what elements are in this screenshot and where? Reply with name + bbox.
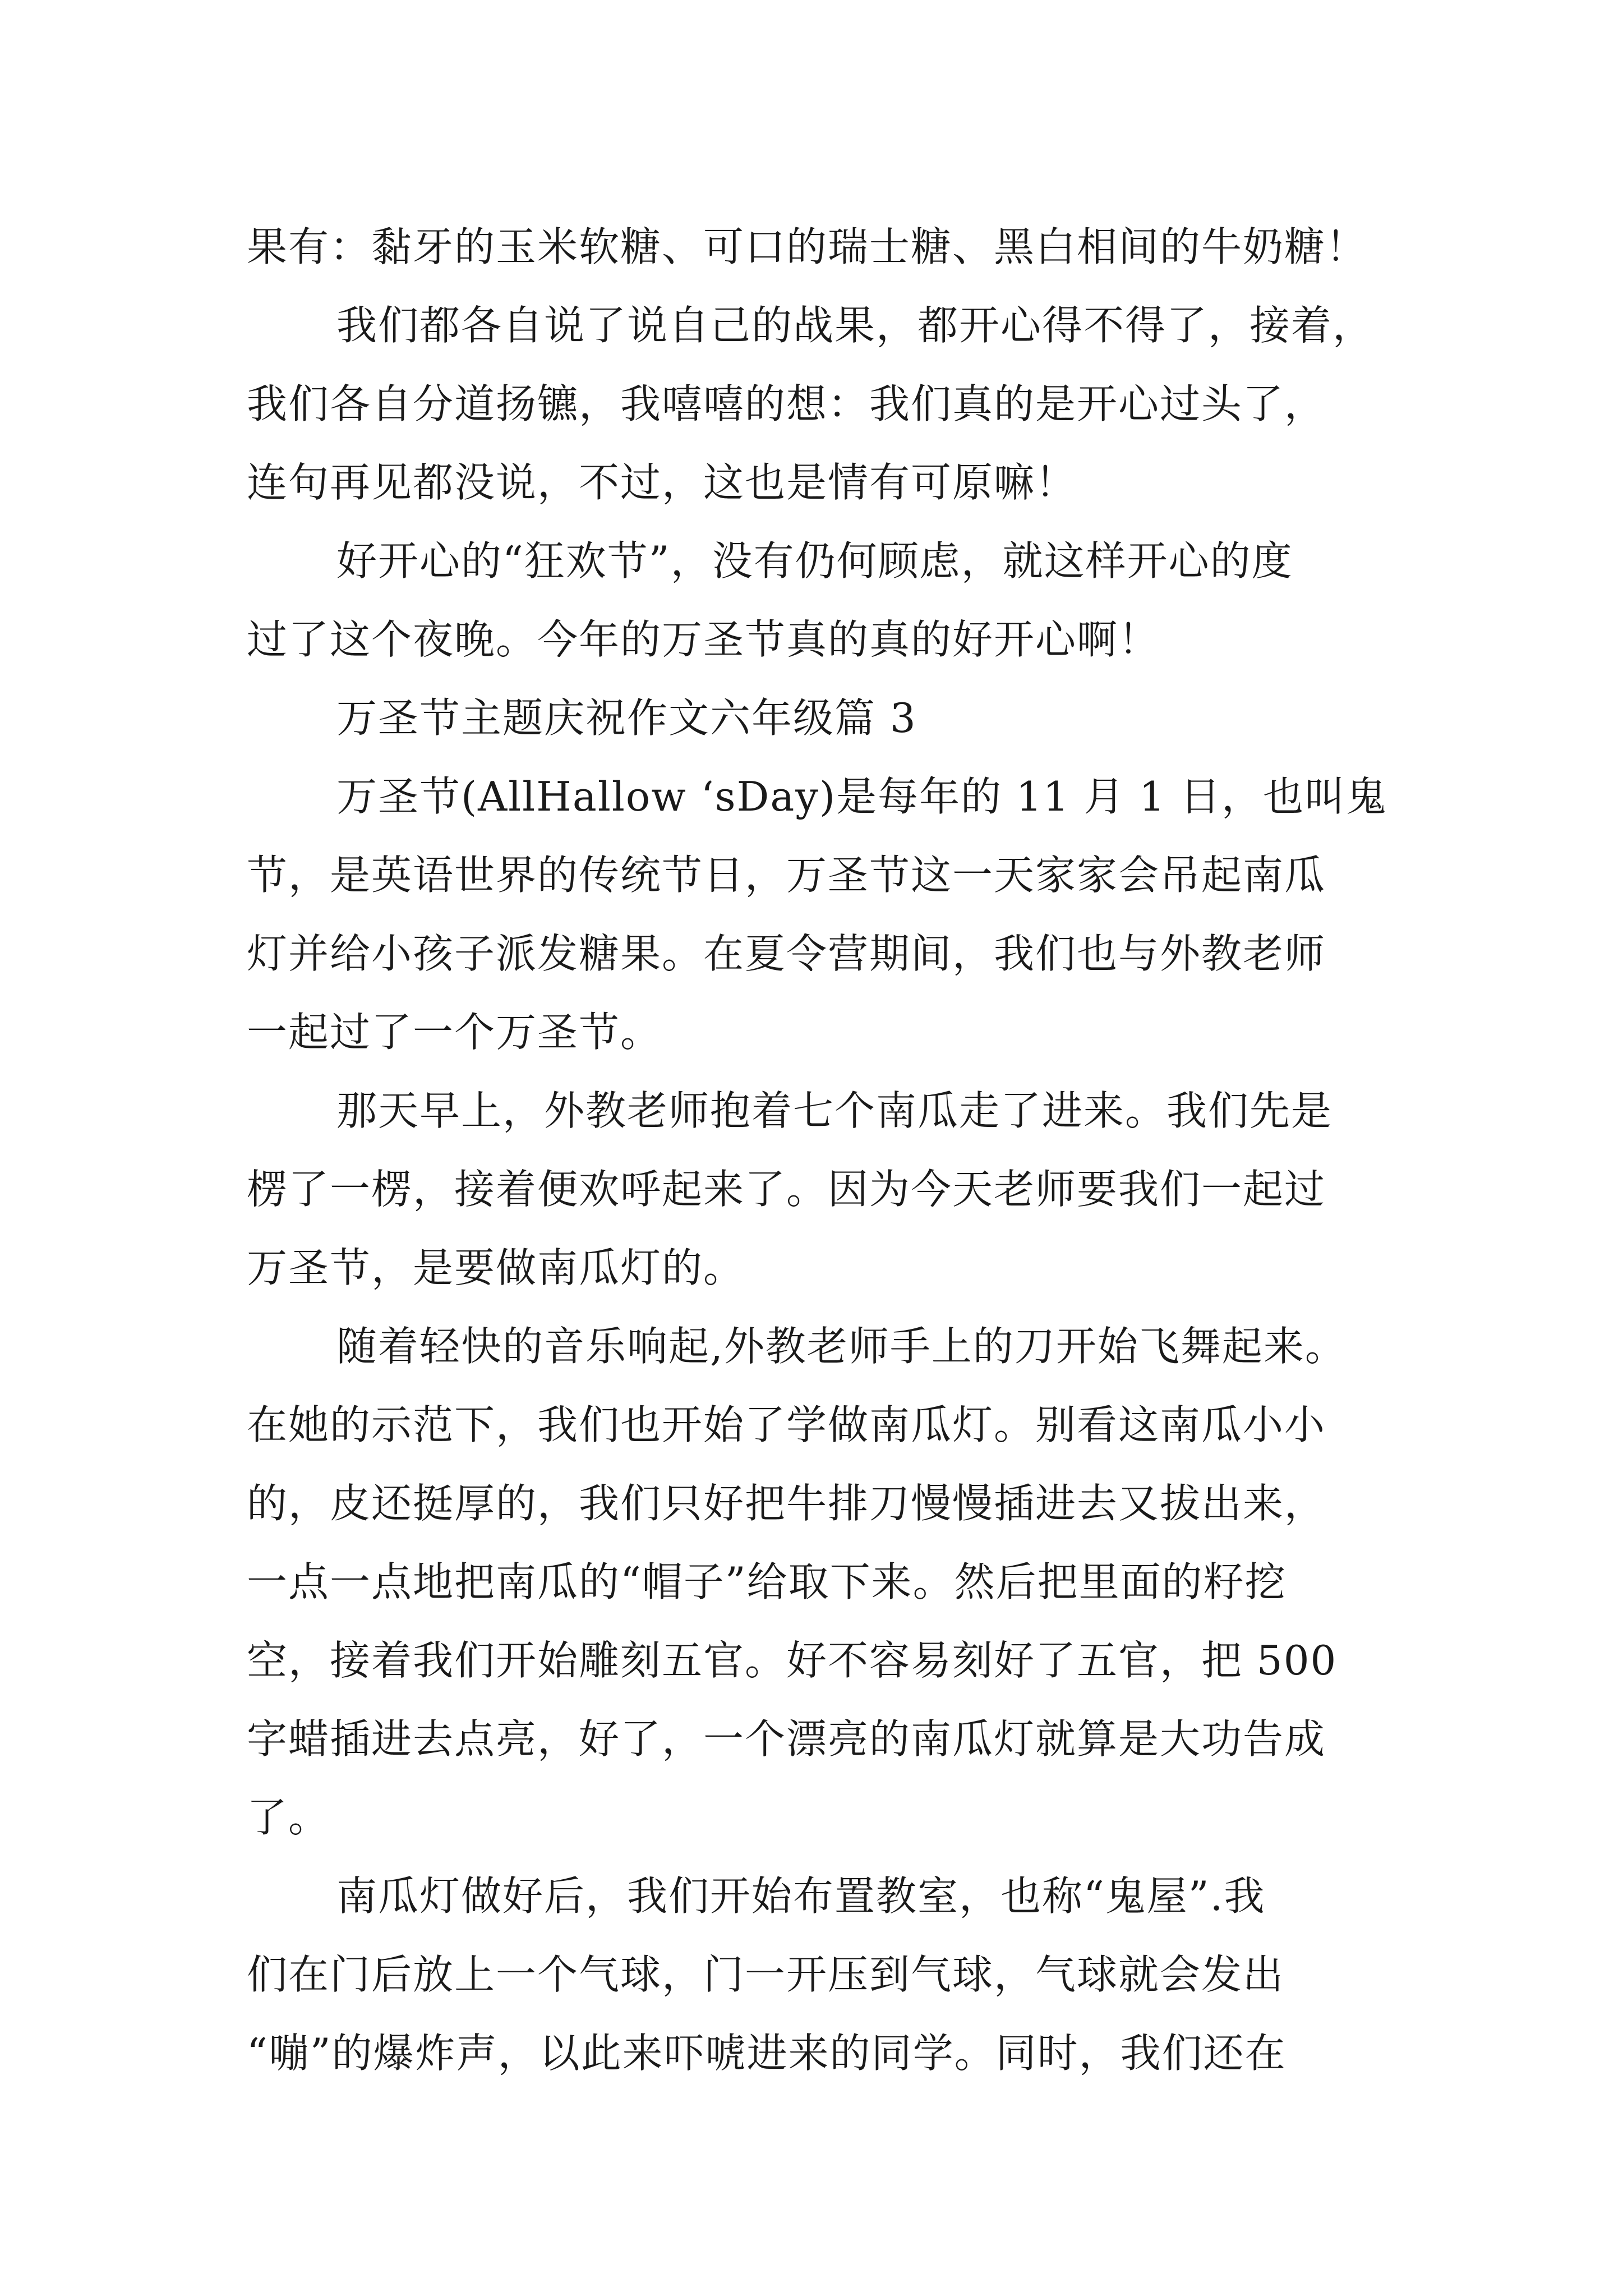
text-line: 们在门后放上一个气球，门一开压到气球，气球就会发出 [247, 1951, 1285, 1998]
text-line: 字蜡插进去点亮，好了，一个漂亮的南瓜灯就算是大功告成 [247, 1715, 1326, 1763]
paragraph-start-line: 万圣节(AllHallow ‘sDay)是每年的 11 月 1 日，也叫鬼 [336, 773, 1388, 820]
text-line: “嘣”的爆炸声，以此来吓唬进来的同学。同时，我们还在 [247, 2030, 1287, 2077]
paragraph-start-line: 那天早上，外教老师抱着七个南瓜走了进来。我们先是 [336, 1087, 1333, 1134]
paragraph-start-line: 南瓜灯做好后，我们开始布置教室，也称“鬼屋”.我 [336, 1872, 1266, 1920]
paragraph-start-line: 随着轻快的音乐响起,外教老师手上的刀开始飞舞起来。 [336, 1323, 1347, 1370]
text-line: 万圣节，是要做南瓜灯的。 [247, 1244, 745, 1291]
paragraph-start-line: 我们都各自说了说自己的战果，都开心得不得了，接着， [336, 302, 1375, 349]
text-line: 灯并给小孩子派发糖果。在夏令营期间，我们也与外教老师 [247, 930, 1326, 977]
paragraph-start-line: 好开心的“狂欢节”，没有仍何顾虑，就这样开心的度 [336, 537, 1293, 585]
text-line: 一点一点地把南瓜的“帽子”给取下来。然后把里面的籽挖 [247, 1558, 1287, 1605]
text-line: 空，接着我们开始雕刻五官。好不容易刻好了五官，把 500 [247, 1637, 1338, 1684]
text-line: 的，皮还挺厚的，我们只好把牛排刀慢慢插进去又拔出来， [247, 1480, 1326, 1527]
text-line: 连句再见都没说，不过，这也是情有可原嘛！ [247, 459, 1077, 506]
text-line: 了。 [247, 1794, 330, 1841]
text-line: 一起过了一个万圣节。 [247, 1009, 662, 1056]
text-line: 楞了一楞，接着便欢呼起来了。因为今天老师要我们一起过 [247, 1166, 1326, 1213]
text-line: 我们各自分道扬镳，我嘻嘻的想：我们真的是开心过头了， [247, 380, 1326, 427]
text-line: 过了这个夜晚。今年的万圣节真的真的好开心啊！ [247, 616, 1160, 663]
section-heading: 万圣节主题庆祝作文六年级篇 3 [336, 694, 917, 742]
text-line: 果有：黏牙的玉米软糖、可口的瑞士糖、黑白相间的牛奶糖！ [247, 223, 1368, 270]
text-line: 节，是英语世界的传统节日，万圣节这一天家家会吊起南瓜 [247, 852, 1326, 899]
text-line: 在她的示范下，我们也开始了学做南瓜灯。别看这南瓜小小 [247, 1401, 1326, 1448]
